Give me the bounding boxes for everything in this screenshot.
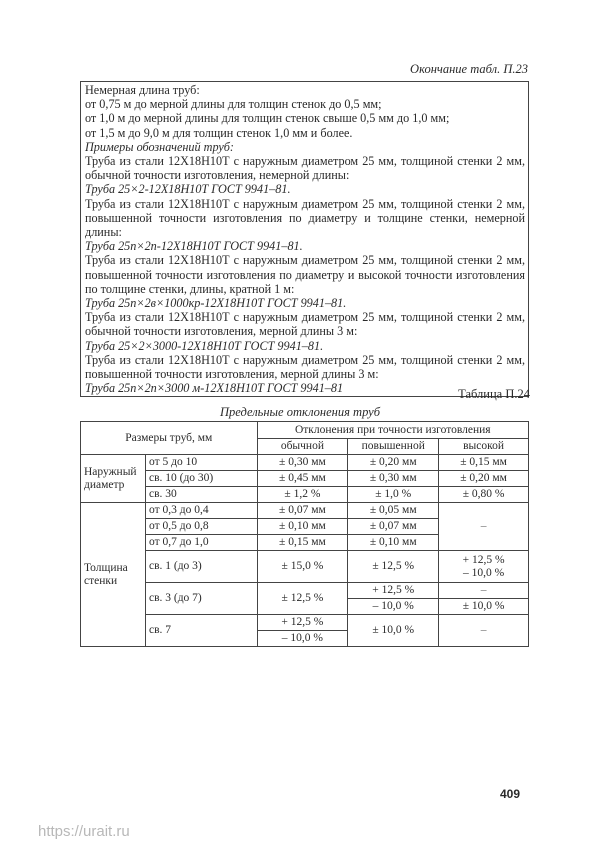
example-text: Труба из стали 12Х18Н10Т с наружным диаметром 25 мм, толщиной стенки 2 мм, обычной точности изготовления, немерной длины: <box>85 154 525 183</box>
example-text: Труба из стали 12Х18Н10Т с наружным диаметром 25 мм, толщиной стенки 2 мм, повышенной точности изготовления по диаметру и высокой точности изготовления по толщине стенки, длины, кратной 1 м: <box>85 253 525 296</box>
value-cell: ± 0,10 мм <box>348 535 439 551</box>
designation-box <box>80 81 529 397</box>
value-cell: ± 0,07 мм <box>348 519 439 535</box>
watermark: https://urait.ru <box>38 823 130 840</box>
range-cell: св. 10 (до 30) <box>145 471 257 487</box>
table-row <box>81 471 529 487</box>
box-line: от 0,75 м до мерной длины для толщин стенок до 0,5 мм; <box>85 97 382 112</box>
header-increased: повышенной <box>348 439 439 455</box>
page-number: 409 <box>500 787 521 801</box>
group-diameter: Наружный диаметр <box>81 455 146 503</box>
table-row <box>81 583 529 599</box>
value-minus: – 10,0 % <box>462 566 505 579</box>
range-cell: св. 3 (до 7) <box>145 583 257 615</box>
box-line: от 1,0 м до мерной длины для толщин стенок свыше 0,5 мм до 1,0 мм; <box>85 111 450 126</box>
example-code: Труба 25п×2п×3000 м-12Х18Н10Т ГОСТ 9941–81 <box>85 381 344 396</box>
value-cell: – <box>439 583 529 599</box>
value-cell: + 12,5 % <box>257 615 348 631</box>
value-cell: – <box>439 503 529 551</box>
range-cell: от 0,7 до 1,0 <box>145 535 257 551</box>
group-wall: Толщина стенки <box>81 503 146 647</box>
table-row <box>81 455 529 471</box>
table-row <box>81 615 529 631</box>
value-cell: ± 0,15 мм <box>257 535 348 551</box>
deviation-table <box>80 421 529 647</box>
table-number: Таблица П.24 <box>458 387 530 401</box>
value-cell: ± 0,80 % <box>439 487 529 503</box>
table-caption: Предельные отклонения труб <box>219 405 381 419</box>
value-cell: ± 0,15 мм <box>439 455 529 471</box>
value-cell: ± 0,30 мм <box>348 471 439 487</box>
table-row <box>81 503 529 519</box>
table-row <box>81 487 529 503</box>
example-code: Труба 25п×2п-12Х18Н10Т ГОСТ 9941–81. <box>85 239 303 254</box>
header-high: высокой <box>439 439 529 455</box>
range-cell: от 0,3 до 0,4 <box>145 503 257 519</box>
example-code: Труба 25×2-12Х18Н10Т ГОСТ 9941–81. <box>85 182 291 197</box>
range-cell: от 0,5 до 0,8 <box>145 519 257 535</box>
value-cell: ± 12,5 % <box>348 551 439 583</box>
example-text: Труба из стали 12Х18Н10Т с наружным диаметром 25 мм, толщиной стенки 2 мм, повышенной точности изготовления, мерной длины 3 м: <box>85 352 525 382</box>
value-cell: ± 0,05 мм <box>348 503 439 519</box>
box-line: Немерная длина труб: <box>85 83 200 97</box>
example-text: Труба из стали 12Х18Н10Т с наружным диаметром 25 мм, толщиной стенки 2 мм, обычной точности изготовления, мерной длины 3 м: <box>85 310 525 339</box>
value-cell: ± 12,5 % <box>257 583 348 615</box>
example-text: Труба из стали 12Х18Н10Т с наружным диаметром 25 мм, толщиной стенки 2 мм, повышенной точности изготовления по диаметру и толщине стенки, немерной длины: <box>85 196 525 240</box>
header-sizes: Размеры труб, мм <box>81 422 258 455</box>
value-cell: ± 0,30 мм <box>257 455 348 471</box>
value-cell: ± 0,20 мм <box>439 471 529 487</box>
value-cell: ± 0,10 мм <box>257 519 348 535</box>
value-cell: ± 10,0 % <box>348 615 439 647</box>
value-cell: ± 1,0 % <box>348 487 439 503</box>
example-code: Труба 25×2×3000-12Х18Н10Т ГОСТ 9941–81. <box>85 338 324 353</box>
value-cell: – 10,0 % <box>348 599 439 615</box>
range-cell: св. 1 (до 3) <box>145 551 257 583</box>
header-deviation: Отклонения при точности изготовления <box>257 422 528 439</box>
value-cell: ± 0,45 мм <box>257 471 348 487</box>
value-plus: + 12,5 % <box>462 553 505 566</box>
example-code: Труба 25п×2в×1000кр-12Х18Н10Т ГОСТ 9941–81. <box>85 296 347 311</box>
examples-heading: Примеры обозначений труб: <box>85 139 234 154</box>
value-cell: ± 0,07 мм <box>257 503 348 519</box>
continuation-title: Окончание табл. П.23 <box>410 62 528 76</box>
table-row <box>81 551 529 583</box>
value-cell: – 10,0 % <box>257 631 348 647</box>
range-cell: св. 30 <box>145 487 257 503</box>
value-cell: ± 10,0 % <box>439 599 529 615</box>
range-cell: св. 7 <box>145 615 257 647</box>
range-cell: от 5 до 10 <box>145 455 257 471</box>
value-cell: ± 15,0 % <box>257 551 348 583</box>
box-line: от 1,5 м до 9,0 м для толщин стенок 1,0 мм и более. <box>85 125 353 140</box>
value-cell: ± 0,20 мм <box>348 455 439 471</box>
header-ordinary: обычной <box>257 439 348 455</box>
value-cell: ± 1,2 % <box>257 487 348 503</box>
value-cell <box>439 551 529 583</box>
value-cell: + 12,5 % <box>348 583 439 599</box>
value-cell: – <box>439 615 529 647</box>
